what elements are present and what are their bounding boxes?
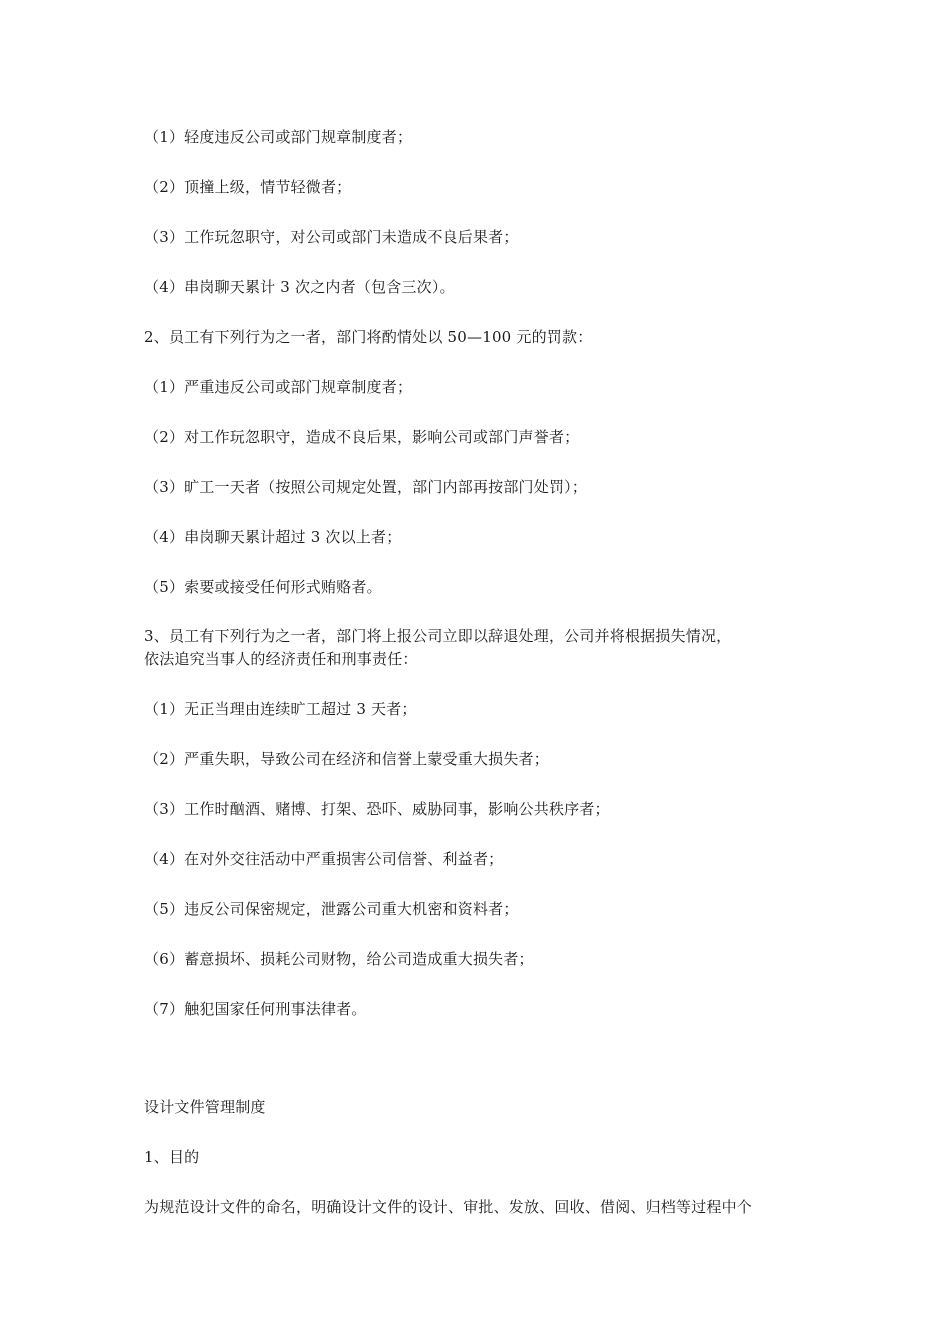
design-doc-section-purpose: 1、目的 xyxy=(144,1148,200,1166)
design-doc-paragraph: 为规范设计文件的命名，明确设计文件的设计、审批、发放、回收、借阅、归档等过程中个 xyxy=(144,1198,753,1216)
s3-item-6: （6）蓄意损坏、损耗公司财物，给公司造成重大损失者； xyxy=(144,950,534,968)
s3-heading-line2: 依法追究当事人的经济责任和刑事责任： xyxy=(144,650,418,668)
s3-item-2: （2）严重失职，导致公司在经济和信誉上蒙受重大损失者； xyxy=(144,750,549,768)
s2-heading: 2、员工有下列行为之一者，部门将酌情处以 50—100 元的罚款： xyxy=(144,328,593,346)
s3-item-4: （4）在对外交往活动中严重损害公司信誉、利益者； xyxy=(144,850,504,868)
s3-item-1: （1）无正当理由连续旷工超过 3 天者； xyxy=(144,700,417,718)
s3-item-5: （5）违反公司保密规定，泄露公司重大机密和资料者； xyxy=(144,900,519,918)
s2-item-1: （1）严重违反公司或部门规章制度者； xyxy=(144,378,413,396)
s2-item-4: （4）串岗聊天累计超过 3 次以上者； xyxy=(144,528,402,546)
s1-item-2: （2）顶撞上级，情节轻微者； xyxy=(144,178,352,196)
design-doc-title: 设计文件管理制度 xyxy=(144,1098,266,1116)
s1-item-3: （3）工作玩忽职守，对公司或部门未造成不良后果者； xyxy=(144,228,519,246)
s3-item-3: （3）工作时酗酒、赌博、打架、恐吓、威胁同事，影响公共秩序者； xyxy=(144,800,610,818)
s2-item-3: （3）旷工一天者（按照公司规定处置，部门内部再按部门处罚）； xyxy=(144,478,588,496)
s1-item-4: （4）串岗聊天累计 3 次之内者（包含三次）。 xyxy=(144,278,455,296)
s3-heading-line1: 3、员工有下列行为之一者，部门将上报公司立即以辞退处理，公司并将根据损失情况， xyxy=(144,627,732,645)
s3-item-7: （7）触犯国家任何刑事法律者。 xyxy=(144,1000,367,1018)
s2-item-5: （5）索要或接受任何形式贿赂者。 xyxy=(144,578,382,596)
s2-item-2: （2）对工作玩忽职守，造成不良后果，影响公司或部门声誉者； xyxy=(144,428,580,446)
s1-item-1: （1）轻度违反公司或部门规章制度者； xyxy=(144,128,413,146)
